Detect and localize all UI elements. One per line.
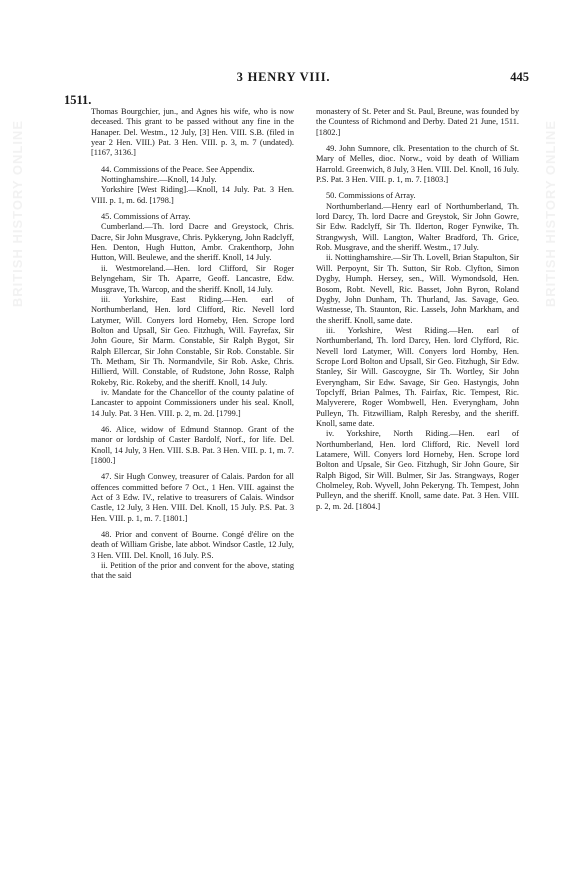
year-marker: 1511. [64, 93, 92, 107]
watermark-text: BRITISH HISTORY ONLINE [542, 120, 558, 308]
entry-paragraph: 47. Sir Hugh Conwey, treasurer of Calais. Pardon for all offences committed before 7 Oct., 1 Hen. VIII. against the Act of 3 Edw. IV., relative to treasurers of Calais. Windsor Castle, 12 July, 3 Hen. VIII. Del. Knoll, 15 July. P.S. Pat. 3 Hen. VIII. p. 1, m. 7. [1801.] [91, 472, 294, 523]
entry-paragraph: 49. John Sumnore, clk. Presentation to the church of St. Mary of Melles, dioc. Norw., void by death of William Harrold. Greenwich, 8 July, 3 Hen. VIII. Del. Knoll, 16 July. P.S. Pat. 3 Hen. VIII. p. 1, m. 7. [1803.] [316, 144, 519, 185]
entry-paragraph: iii. Yorkshire, East Riding.—Hen. earl of Northumberland, Hen. lord Clifford, Ric. Nevell lord Latymer, Will. Conyers lord Horneby, Hen. Scrope lord Bolton and Upsall, Sir Geo. Fitzhugh, Will. Fayrefax, Sir John Goure, Sir Marm. Constable, Sir Ralph Bygot, Sir Ralph Ellercar, Sir John Constable, Sir Rob. Constable. Sir Th. Metham, Sir Th. Normandvile, Sir Rob. Aske, Chris. Hillierd, Will. Constable, of Rudstone, John Rosse, Ralph Rokeby, Ric. Rokeby, and the sheriff. Knoll, 14 July. [91, 294, 294, 387]
entry-paragraph: ii. Westmoreland.—Hen. lord Clifford, Sir Roger Belyngeham, Sir Th. Aparre, Geoff. Lancastre, Edw. Musgrave, Th. Warcop, and the sheriff. Knoll, 14 July. [91, 263, 294, 294]
entry-paragraph: Yorkshire [West Riding].—Knoll, 14 July. Pat. 3 Hen. VIII. p. 1, m. 6d. [1798.] [91, 185, 294, 205]
entry-paragraph: 44. Commissions of the Peace. See Appendix. [101, 164, 255, 174]
watermark-right [537, 120, 563, 740]
entry-paragraph: 50. Commissions of Array. [326, 191, 416, 201]
page-number: 445 [510, 70, 529, 84]
entry-paragraph: ii. Petition of the prior and convent for the above, stating that the said [91, 561, 294, 581]
entry-paragraph: Northumberland.—Henry earl of Northumberland, Th. lord Darcy, Th. lord Dacre and Greystok, Sir John Gowre, Sir Edw. Radclyff, Sir Th. Ilderton, Roger Fynwike, Th. Strangwysh, Will. Langton, Walter Bradford, Th. Grice, Rob. Musgrave, and the sheriff. Westm., 17 July. [316, 201, 519, 253]
entry-paragraph: Cumberland.—Th. lord Dacre and Greystock, Chris. Dacre, Sir John Musgrave, Chris. Pykkeryng, John Radclyff, Hen. Denton, Hugh Hutton, Ambr. Crakenthorp, John Hutton, Will. Beulewe, and the sheriff. Knoll, 14 July. [91, 222, 294, 263]
running-title: 3 HENRY VIII. [236, 70, 331, 84]
left-column [91, 107, 294, 582]
right-column [316, 107, 519, 512]
page-header [0, 70, 567, 86]
watermark-text: BRITISH HISTORY ONLINE [9, 120, 25, 308]
entry-paragraph: 48. Prior and convent of Bourne. Congé d'élire on the death of William Grisbe, late abbot. Windsor Castle, 12 July, 3 Hen. VIII. Del. Knoll, 16 July. P.S. [91, 530, 294, 560]
entry-paragraph: iv. Yorkshire, North Riding.—Hen. earl of Northumberland, Hen. lord Clifford, Ric. Nevell lord Latamere, Will. Conyers lord Horneby, Hen. Scrope lord Bolton and Upsale, Sir Geo. Fitzhugh, Sir John Goure, Sir Ralph Bigod, Sir Will. Bulmer, Sir Jas. Strangways, Roger Cholmeley, Rob. Wyvell, John Pekeryng. Th. Tempest, John Pulleyn, and the sheriff. Knoll, same date. Pat. 3 Hen. VIII. p. 2, m. 2d. [1804.] [316, 429, 519, 511]
entry-paragraph: iv. Mandate for the Chancellor of the county palatine of Lancaster to appoint Commissioners under his seal. Knoll, 14 July. Pat. 3 Hen. VIII. p. 2, m. 2d. [1799.] [91, 387, 294, 418]
entry-paragraph: monastery of St. Peter and St. Paul, Breune, was founded by the Countess of Richmond and Derby. Dated 21 June, 1511. [1802.] [316, 107, 519, 137]
entry-paragraph: 46. Alice, widow of Edmund Stannop. Grant of the manor or lordship of Caster Bardolf, Norf., for life. Del. Knoll, 14 July, 3 Hen. VIII. S.B. Pat. 3 Hen. VIII. p. 1, m. 7. [1800.] [91, 424, 294, 465]
entry-paragraph: ii. Nottinghamshire.—Sir Th. Lovell, Brian Stapulton, Sir Will. Perpoynt, Sir Th. Sutton, Sir Rob. Clyfton, Simon Dygby, Humph. Hersey, sen., Will. Wymondsold, Hen. Bosom, Robt. Nevell, Ric. Basset, John Byron, Roland Dygby, John Dunham, Th. Thurland, Jas. Savage, Geo. Wastnesse, Th. Staunton, Ric. Lassels, John Markham, and the sheriff. Knoll, same date. [316, 253, 519, 325]
entry-paragraph: Nottinghamshire.—Knoll, 14 July. [101, 175, 217, 185]
watermark-left [4, 120, 30, 740]
entry-paragraph: 45. Commissions of Array. [101, 212, 191, 222]
entry-paragraph: Thomas Bourgchier, jun., and Agnes his wife, who is now deceased. This grant to be passed without any fine in the Hanaper. Del. Westm., 12 July, [3] Hen. VIII. S.B. (filed in year 2 Hen. VIII.) Pat. 3 Hen. VIII. p. 3, m. 7 (undated). [1167, 3136.] [91, 107, 294, 158]
entry-paragraph: iii. Yorkshire, West Riding.—Hen. earl of Northumberland, Th. lord Darcy, Hen. lord Clyfford, Ric. Nevell lord Latymer, Will. Conyers lord Hornby, Hen. Scrope Lord Bolton and Upsall, Sir Geo. Fitzhugh, Sir Edw. Stanley, Sir Will. Gascoygne, Sir Th. Wortley, Sir John Everyngham, Sir Edw. Savage, Sir Geo. Hastyngis, John Topclyff, Brian Palmes, Th. Fairfax, Ric. Tempest, Ric. Malyverere, Roger Wombwell, Hen. Everyngham, John Pulleyn, Th. Fitzwilliam, Ralph Reresby, and the sheriff. Knoll, same date. [316, 325, 519, 428]
